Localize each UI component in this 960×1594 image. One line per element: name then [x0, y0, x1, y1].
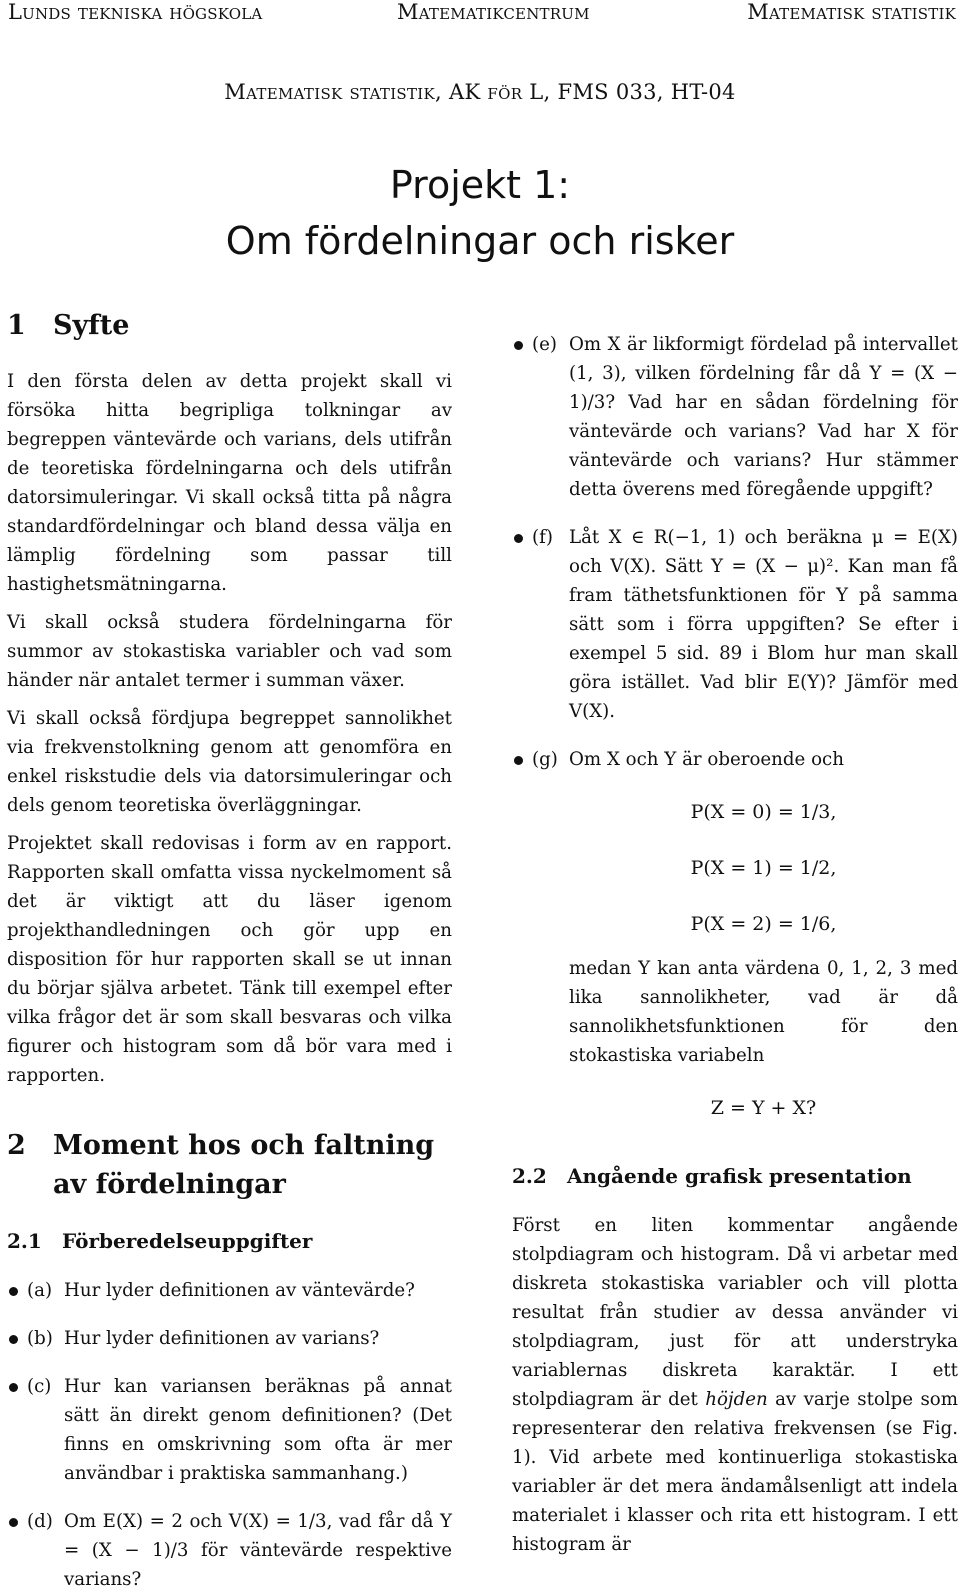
question-item [7, 1276, 452, 1305]
question-label: (e) [532, 334, 557, 355]
title-line-2: Om fördelningar och risker [225, 219, 735, 263]
section-title: Moment hos och faltning av fördelningar [53, 1130, 435, 1200]
section-number: 2 [7, 1130, 26, 1161]
header-division: Matematisk statistik [747, 0, 956, 24]
paragraph: Vi skall också studera fördelningarna för summor av stokastiska variabler och vad som händer när antalet termer i summan växer. [7, 612, 452, 691]
paragraph [512, 1211, 958, 1559]
question-label: (f) [532, 527, 553, 548]
question-text: Låt X ∈ R(−1, 1) och beräkna μ = E(X) och V(X). Sätt Y = (X − μ)². Kan man få fram täthetsfunktionen för Y på samma sätt som i förra uppgiften? Se efter i exempel 5 sid. 89 i Blom hur man skall göra istället. Vad blir E(Y)? Jämför med V(X). [569, 527, 958, 722]
paragraph: Projektet skall redovisas i form av en rapport. Rapporten skall omfatta vissa nyckelmoment så det är viktigt att du läser igenom projekthandledningen och gör upp en disposition för hur rapporten skall se ut innan du börjar själva arbetet. Tänk till exempel efter vilka frågor det är som skall besvaras och vilka figurer och histogram som då bör vara med i rapporten. [7, 833, 452, 1086]
right-column [512, 330, 958, 1568]
paragraph-text: av varje stolpe som representerar den relativa frekvensen (se Fig. 1). Vid arbete med kontinuerliga stokastiska variabler är det mera ändamålsenligt att indela materialet i klasser och rita ett histogram. I ett histogram är [512, 1389, 958, 1555]
question-item [7, 1324, 452, 1353]
document-title [0, 157, 960, 269]
bullet-icon [7, 1324, 27, 1353]
question-text: Hur kan variansen beräknas på annat sätt än direkt genom definitionen? (Det finns en omskrivning som ofta är mer användbar i praktiska sammanhang.) [64, 1376, 452, 1484]
section-number: 1 [7, 310, 26, 341]
question-label: (c) [27, 1376, 52, 1397]
subsection-number: 2.1 [7, 1229, 42, 1253]
bullet-icon [7, 1372, 27, 1488]
subsection-title: Angående grafisk presentation [567, 1164, 912, 1188]
question-label: (d) [27, 1511, 53, 1532]
header-department: Matematikcentrum [397, 0, 590, 24]
left-column [7, 300, 452, 1594]
question-text: Om X och Y är oberoende och [569, 749, 844, 770]
question-item [512, 330, 958, 504]
paragraph-text: Först en liten kommentar angående stolpdiagram och histogram. Då vi arbetar med diskreta stokastiska variabler och vill plotta resultat från studier av dessa använder vi stolpdiagram, just för att understryka variablernas diskreta karaktär. I ett stolpdiagram är det [512, 1215, 958, 1410]
question-label: (b) [27, 1328, 53, 1349]
question-text: Om E(X) = 2 och V(X) = 1/3, vad får då Y = (X − 1)/3 för väntevärde respektive varians? [64, 1511, 452, 1590]
page-header [0, 0, 960, 24]
section-2-heading [7, 1126, 452, 1204]
header-university: Lunds tekniska högskola [8, 0, 263, 24]
section-1-heading [7, 306, 452, 345]
bullet-icon [7, 1507, 27, 1594]
question-item [512, 523, 958, 726]
section-title: Syfte [53, 310, 130, 341]
question-text: medan Y kan anta värdena 0, 1, 2, 3 med lika sannolikheter, vad är då sannolikhetsfunktionen för den stokastiska variabeln [569, 958, 958, 1066]
subsection-number: 2.2 [512, 1164, 547, 1188]
course-line: Matematisk statistik, AK för L, FMS 033, HT-04 [224, 80, 736, 104]
equation: P(X = 2) = 1/6, [690, 913, 837, 935]
question-text: Hur lyder definitionen av varians? [64, 1328, 380, 1349]
emphasis-text: höjden [705, 1389, 768, 1410]
question-text: Hur lyder definitionen av väntevärde? [64, 1280, 415, 1301]
paragraph: Vi skall också fördjupa begreppet sannolikhet via frekvenstolkning genom att genomföra en enkel riskstudie dels via datorsimuleringar och dels genom teoretiska överläggningar. [7, 708, 452, 816]
subsection-title: Förberedelseuppgifter [62, 1229, 313, 1253]
equation: P(X = 1) = 1/2, [690, 857, 837, 879]
equation: P(X = 0) = 1/3, [690, 801, 837, 823]
subsection-2-2-heading [512, 1161, 958, 1191]
bullet-icon [7, 1276, 27, 1305]
question-item [7, 1372, 452, 1488]
question-label: (a) [27, 1280, 53, 1301]
subsection-2-1-heading [7, 1226, 452, 1256]
bullet-icon [512, 330, 532, 504]
bullet-icon [512, 523, 532, 726]
question-item [512, 745, 958, 1123]
title-line-1: Projekt 1: [389, 163, 571, 207]
question-text: Om X är likformigt fördelad på intervallet (1, 3), vilken fördelning får då Y = (X − 1)/3? Vad har en sådan fördelning för väntevärde och varians? Vad har X för väntevärde och varians? Hur stämmer detta överens med föregående uppgift? [569, 334, 958, 500]
question-body [569, 745, 958, 1123]
paragraph: I den första delen av detta projekt skall vi försöka hitta begripliga tolkningar av begreppen väntevärde och varians, dels utifrån de teoretiska fördelningarna och dels utifrån datorsimuleringar. Vi skall också titta på några standardfördelningar och bland dessa välja en lämplig fördelning som passar till hastighetsmätningarna. [7, 371, 452, 595]
question-item [7, 1507, 452, 1594]
question-label: (g) [532, 749, 558, 770]
equation: Z = Y + X? [710, 1097, 817, 1119]
bullet-icon [512, 745, 532, 1123]
